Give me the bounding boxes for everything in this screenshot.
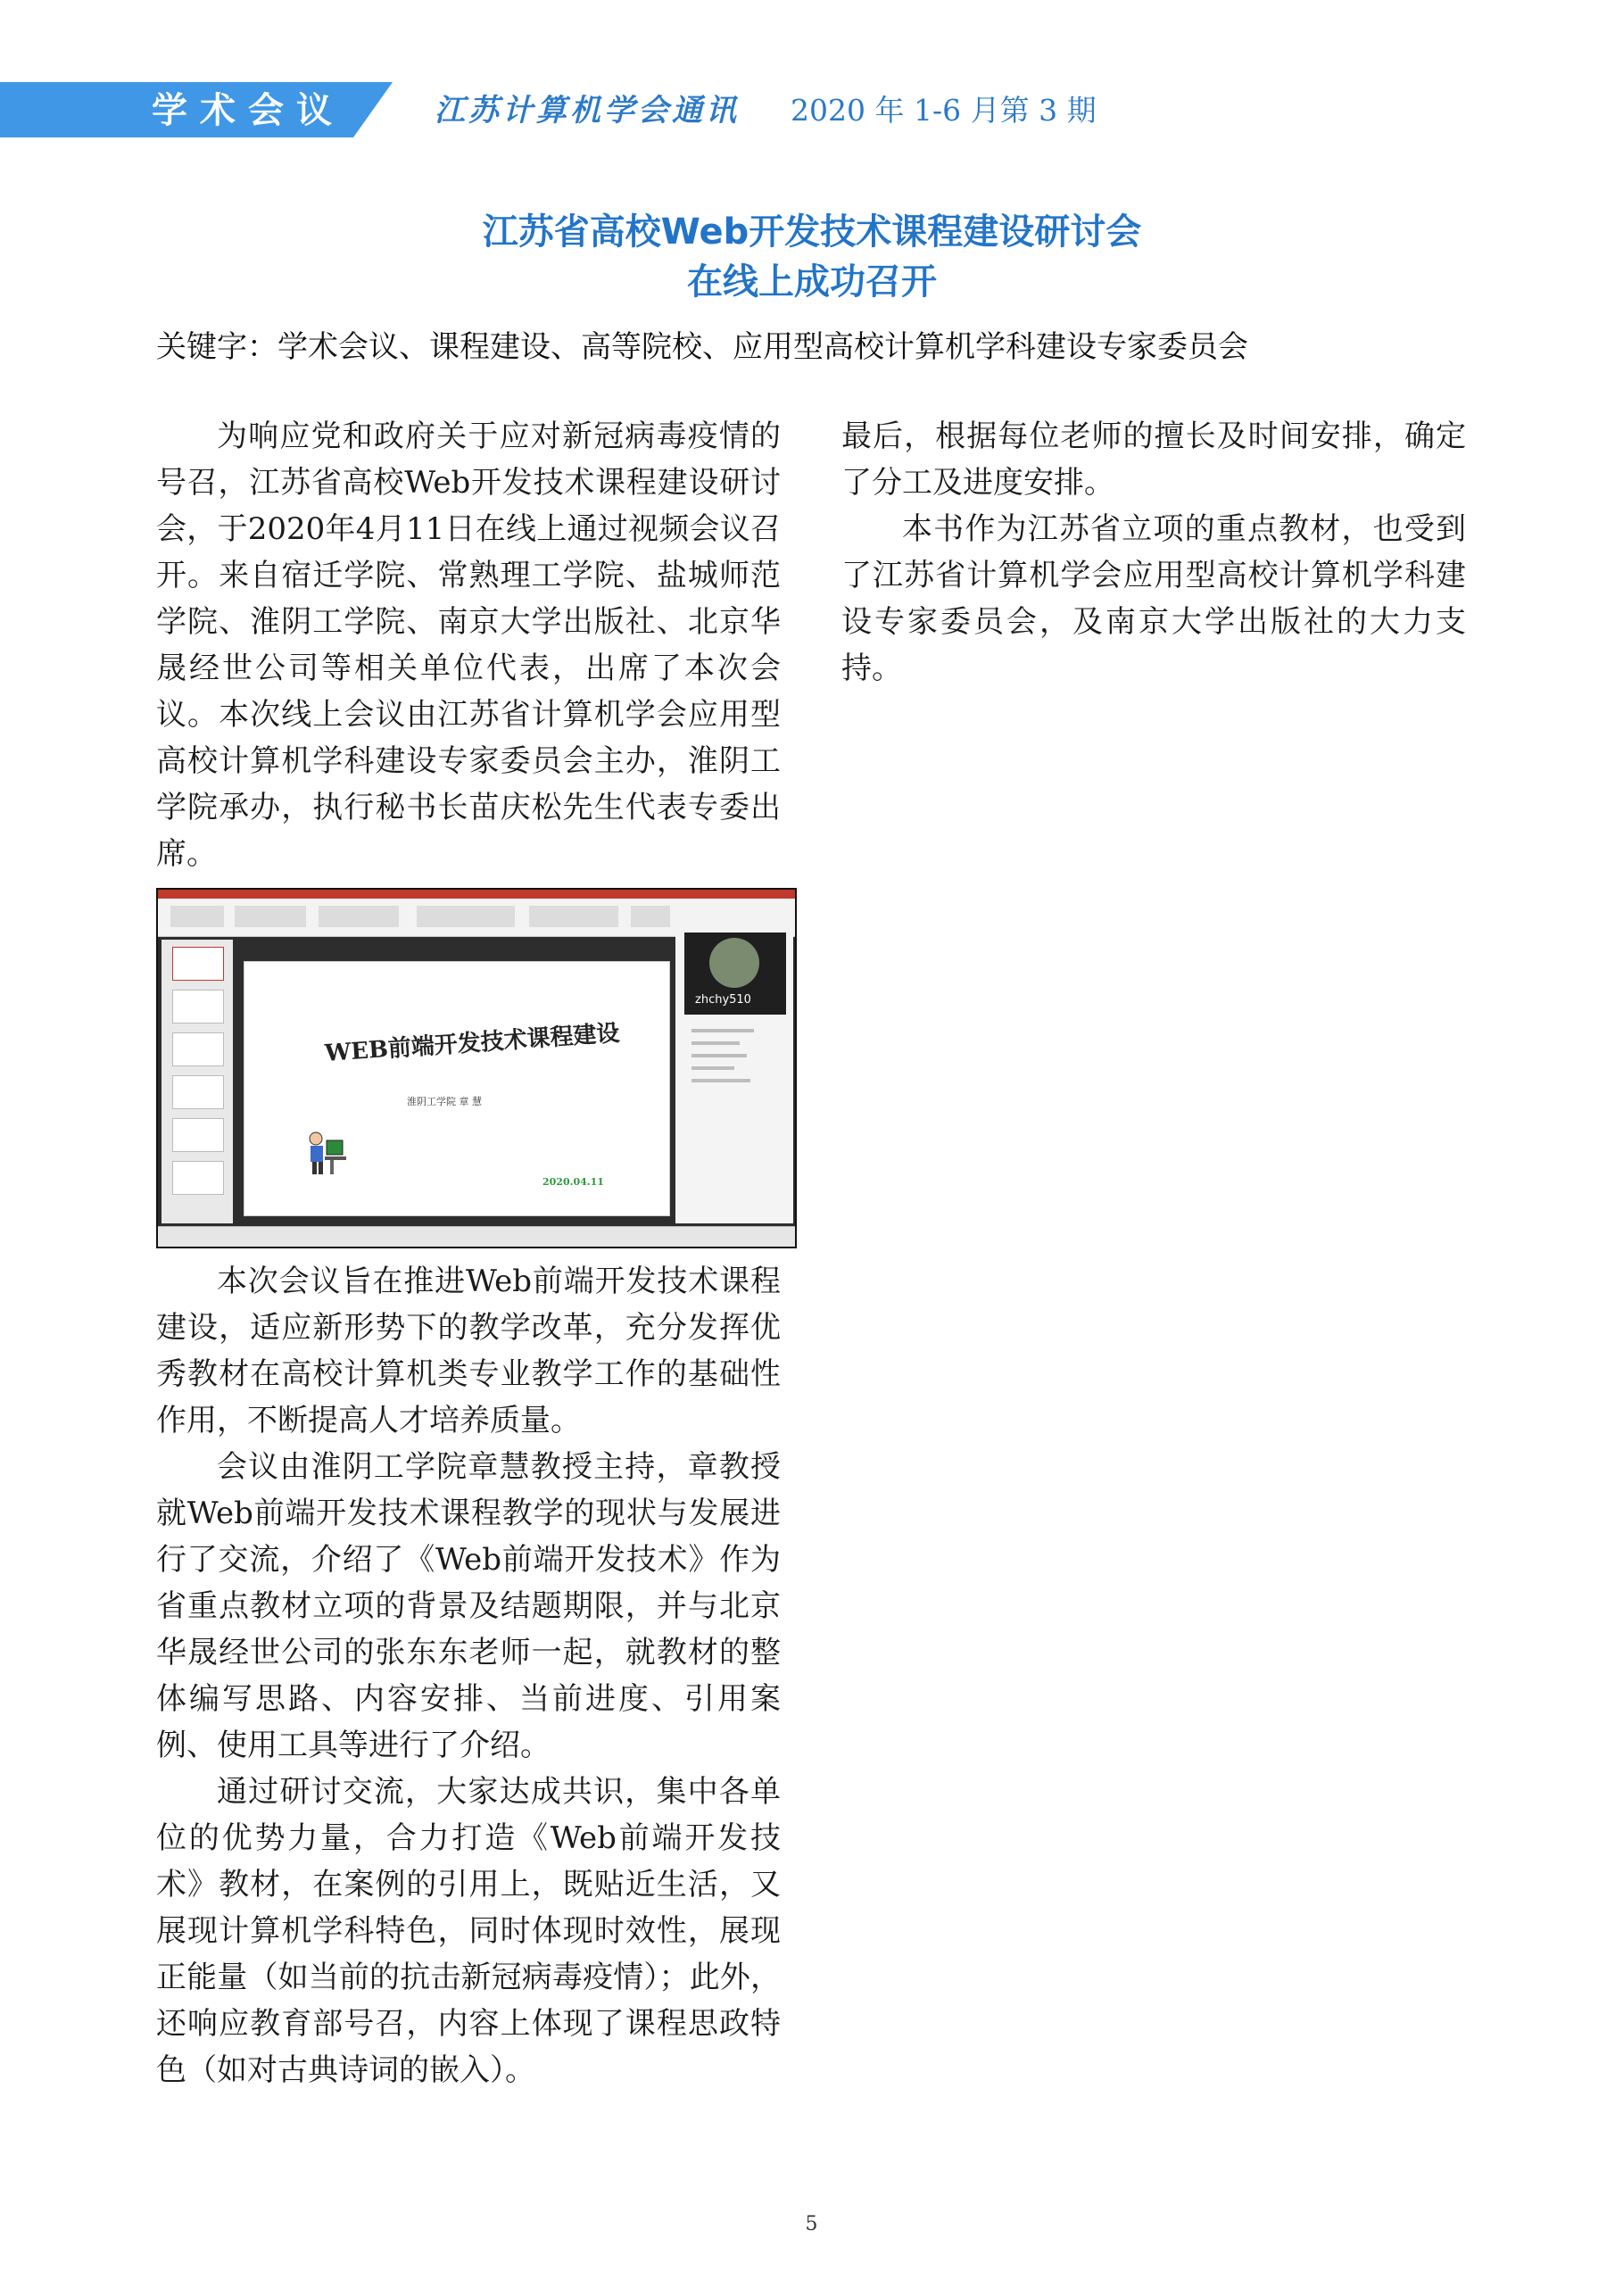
slide-title: WEB前端开发技术课程建设: [324, 1019, 621, 1067]
section-label: 学术会议: [152, 90, 344, 131]
paragraph: 最后，根据每位老师的擅长及时间安排，确定了分工及进度安排。: [841, 419, 1466, 501]
app-ribbon: [158, 899, 795, 937]
paragraph: 会议由淮阴工学院章慧教授主持，章教授就Web前端开发技术课程教学的现状与发展进行了交流，介绍了《Web前端开发技术》作为省重点教材立项的背景及结题期限，并与北京华晟经世公司的张东东老师一起，就教材的整体编写思路、内容安排、当前进度、引用案例、使用工具等进行了介绍。: [156, 1449, 781, 1763]
slide-date: 2020.04.11: [542, 1176, 604, 1188]
left-column-top: [156, 413, 781, 877]
slide-canvas: [244, 961, 670, 1216]
paragraph: 本次会议旨在推进Web前端开发技术课程建设，适应新形势下的教学改革，充分发挥优秀教材在高校计算机类专业教学工作的基础性作用，不断提高人才培养质量。: [156, 1264, 781, 1438]
left-column-bottom: [156, 1258, 781, 2093]
video-tile: [684, 932, 786, 1015]
paragraph: 本书作为江苏省立项的重点教材，也受到了江苏省计算机学会应用型高校计算机学科建设专家委员会，及南京大学出版社的大力支持。: [841, 511, 1466, 686]
conference-screenshot: [156, 888, 797, 1248]
issue-info: 2020 年 1-6 月第 3 期: [791, 93, 1097, 128]
page-number: 5: [805, 2213, 818, 2235]
slide-author: 淮阴工学院 章 慧: [407, 1096, 482, 1107]
app-titlebar: [158, 890, 795, 899]
computer-user-icon: [303, 1128, 348, 1180]
right-column: [841, 413, 1466, 692]
journal-name: 江苏计算机学会通讯: [435, 93, 740, 128]
title-line-2: 在线上成功召开: [687, 261, 937, 303]
article-title: [268, 207, 1356, 307]
slide-thumbnails: [161, 940, 233, 1223]
title-line-1: 江苏省高校Web开发技术课程建设研讨会: [482, 211, 1142, 253]
app-statusbar: [158, 1226, 795, 1247]
keywords: 关键字：学术会议、课程建设、高等院校、应用型高校计算机学科建设专家委员会: [156, 329, 1248, 365]
participant-name: zhchy510: [695, 993, 751, 1007]
avatar: [709, 938, 759, 988]
paragraph: 为响应党和政府关于应对新冠病毒疫情的号召，江苏省高校Web开发技术课程建设研讨会，于2020年4月11日在线上通过视频会议召开。来自宿迁学院、常熟理工学院、盐城师范学院、淮阴工学院、南京大学出版社、北京华晟经世公司等相关单位代表，出席了本次会议。本次线上会议由江苏省计算机学会应用型高校计算机学科建设专家委员会主办，淮阴工学院承办，执行秘书长苗庆松先生代表专委出席。: [156, 419, 781, 872]
paragraph: 通过研讨交流，大家达成共识，集中各单位的优势力量，合力打造《Web前端开发技术》教材，在案例的引用上，既贴近生活，又展现计算机学科特色，同时体现时效性，展现正能量（如当前的抗击新冠病毒疫情）；此外，还响应教育部号召，内容上体现了课程思政特色（如对古典诗词的嵌入）。: [156, 1774, 781, 2088]
